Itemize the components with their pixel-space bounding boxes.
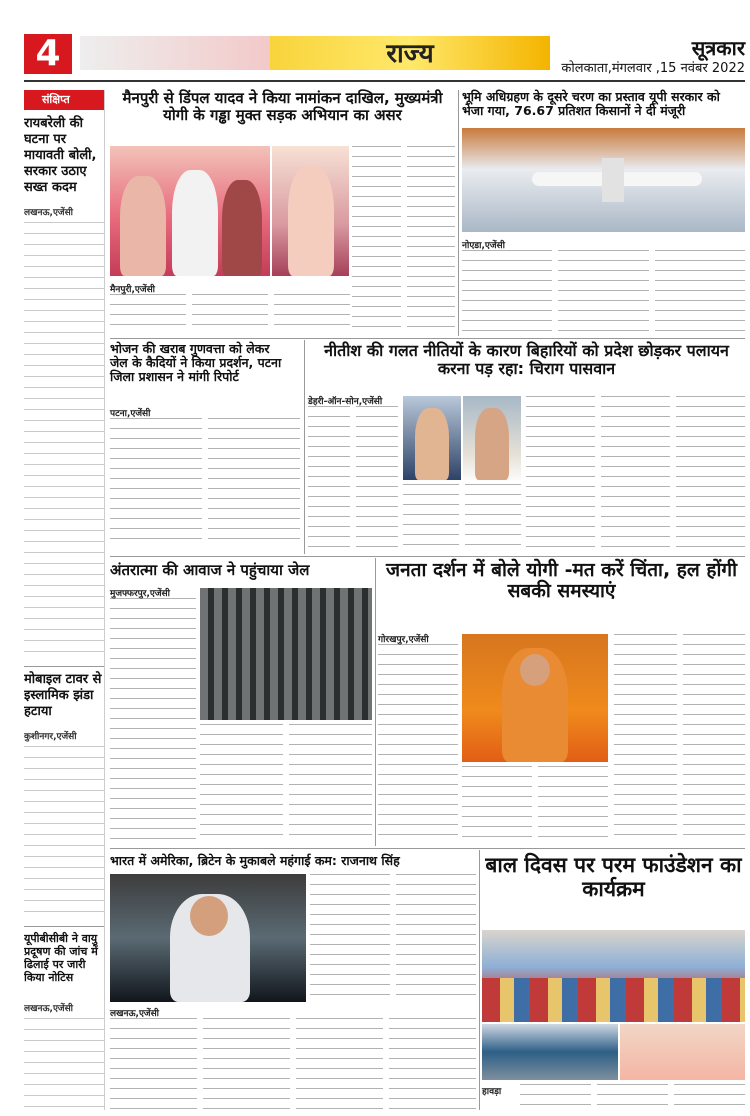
column-rule <box>458 90 459 336</box>
story-divider <box>110 848 745 849</box>
dimple-body-continued <box>352 146 455 336</box>
jail-bars-photo <box>200 588 372 720</box>
column-rule <box>375 558 376 846</box>
masthead-rule <box>24 80 745 82</box>
brief-divider <box>24 926 104 927</box>
baldiwas-headline: बाल दिवस पर परम फाउंडेशन का कार्यक्रम <box>485 853 742 901</box>
antaratma-body <box>110 598 196 844</box>
land-airport-photo <box>462 128 745 232</box>
dimple-rally-photo <box>110 146 270 276</box>
rajnath-photo <box>110 874 306 1002</box>
brief-body <box>24 222 104 662</box>
food-headline: भोजन की खराब गुणवत्ता को लेकर जेल के कैदियों ने किया प्रदर्शन, पटना जिला प्रशासन ने मांगी रिपोर्ट <box>110 341 282 384</box>
rajnath-body <box>310 874 476 1002</box>
briefs-tag: संक्षिप्त <box>24 90 104 110</box>
dimple-portrait-photo <box>272 146 349 276</box>
brief-divider <box>24 666 104 667</box>
yogi-photo <box>462 634 608 762</box>
antaratma-byline: मुजफ्फरपुर,एजेंसी <box>110 589 170 599</box>
rajnath-body-lower <box>110 1018 476 1110</box>
yogi-body-continued <box>614 634 745 844</box>
brief-body <box>24 746 104 922</box>
land-byline: नोएडा,एजेंसी <box>462 241 505 251</box>
food-body <box>110 418 300 548</box>
antaratma-body-continued <box>200 724 372 844</box>
chirag-body-continued <box>526 396 745 552</box>
chirag-body <box>308 406 398 552</box>
land-headline: भूमि अधिग्रहण के दूसरे चरण का प्रस्ताव यूपी सरकार को भेजा गया, 76.67 प्रतिशत किसानों ने दी मंजूरी <box>462 89 720 118</box>
brief-body <box>24 1018 104 1108</box>
baldiwas-body <box>520 1084 745 1110</box>
brief-headline: यूपीबीसीबी ने वायु प्रदूषण की जांच में ढिलाई पर जारी किया नोटिस <box>24 932 98 984</box>
brief-byline: लखनऊ,एजेंसी <box>24 1004 74 1014</box>
brief-headline: मोबाइल टावर से इस्लामिक झंडा हटाया <box>24 672 102 719</box>
masthead <box>0 0 750 84</box>
newspaper-name: सूत्रकार <box>691 36 745 60</box>
brief-byline: कुशीनगर,एजेंसी <box>24 732 77 742</box>
yogi-byline: गोरखपुर,एजेंसी <box>378 635 429 645</box>
column-rule <box>304 340 305 554</box>
dimple-byline: मैनपुरी,एजेंसी <box>110 285 155 295</box>
baldiwas-photo-stage <box>620 1024 745 1080</box>
chirag-byline: डेहरी-ऑन-सोन,एजेंसी <box>308 397 383 407</box>
briefs-column <box>24 90 105 1110</box>
rajnath-headline: भारत में अमेरिका, ब्रिटेन के मुकाबले महंगाई कम: राजनाथ सिंह <box>110 853 400 868</box>
chirag-body-lower <box>403 484 521 552</box>
page-number: 4 <box>24 34 72 74</box>
dimple-body <box>110 294 350 334</box>
column-rule <box>479 850 480 1110</box>
antaratma-headline: अंतरात्मा की आवाज ने पहुंचाया जेल <box>110 561 310 579</box>
yogi-headline: जनता दर्शन में बोले योगी -मत करें चिंता, हल होंगी सबकी समस्याएं <box>385 559 738 603</box>
brief-byline: लखनऊ,एजेंसी <box>24 208 74 218</box>
dateline: कोलकाता,मंगलवार ,15 नवंबर 2022 <box>561 61 745 76</box>
masthead-decor-left <box>80 36 270 70</box>
baldiwas-photo-children <box>482 930 745 1022</box>
food-byline: पटना,एजेंसी <box>110 409 151 419</box>
land-body <box>462 250 745 336</box>
baldiwas-byline: हावड़ा <box>482 1087 502 1097</box>
story-divider <box>300 338 745 339</box>
yogi-body <box>378 644 458 844</box>
yogi-body-lower <box>462 766 608 844</box>
nitish-photo <box>463 396 521 480</box>
story-divider <box>110 556 745 557</box>
chirag-headline: नीतीश की गलत नीतियों के कारण बिहारियों को प्रदेश छोड़कर पलायन करना पड़ रहा: चिराग पासवान <box>324 341 729 378</box>
chirag-photo <box>403 396 461 480</box>
section-title: राज्य <box>386 39 434 69</box>
brief-headline: रायबरेली की घटना पर मायावती बोली, सरकार उठाए सख्त कदम <box>24 116 97 195</box>
rajnath-byline: लखनऊ,एजेंसी <box>110 1009 160 1019</box>
baldiwas-photo-group <box>482 1024 618 1080</box>
dimple-headline: मैनपुरी से डिंपल यादव ने किया नामांकन दाखिल, मुख्यमंत्री योगी के गड्ढा मुक्त सड़क अभियान का असर <box>122 89 443 124</box>
